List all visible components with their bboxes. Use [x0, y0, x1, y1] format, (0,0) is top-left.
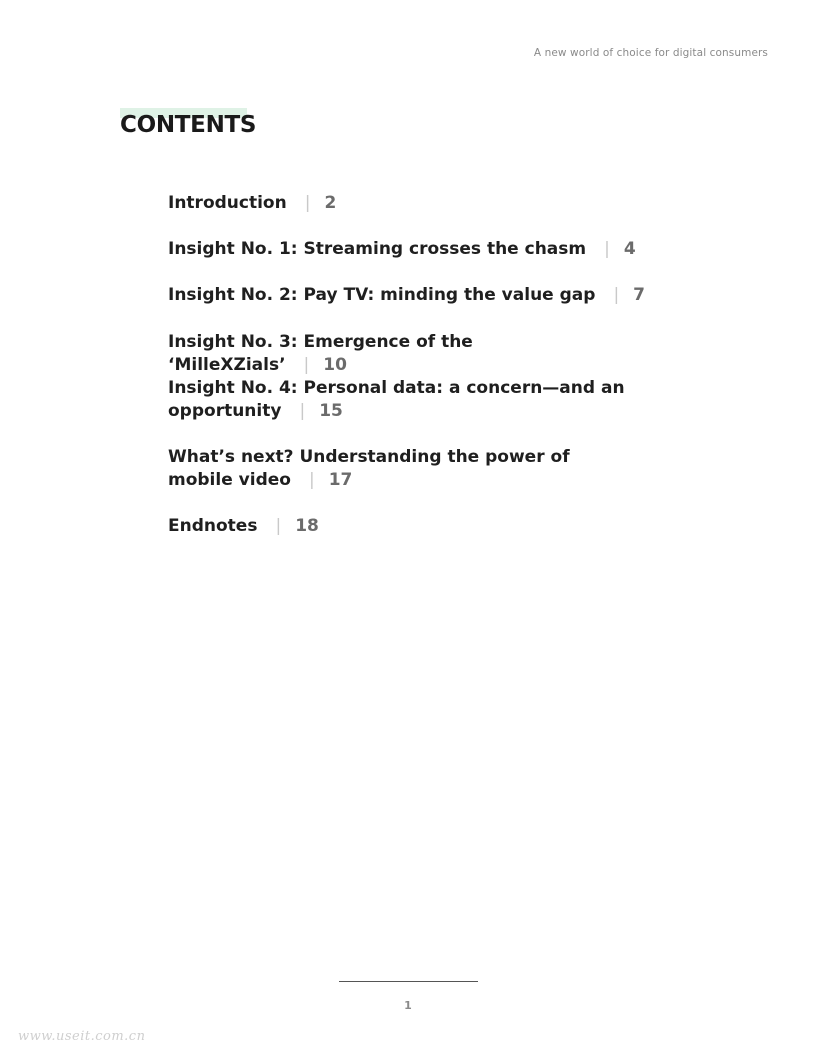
toc-separator: |	[304, 193, 311, 213]
toc-entry-title: Introduction	[168, 193, 287, 213]
toc-entry-title: Insight No. 3: Emergence of the ‘MilleXZials’	[168, 332, 473, 375]
toc-entry-title: Insight No. 4: Personal data: a concern—and an opportunity	[168, 378, 625, 421]
toc-entry-insight-4[interactable]	[168, 377, 628, 422]
toc-page-number: 15	[319, 400, 343, 421]
footer-divider	[339, 981, 478, 982]
toc-separator: |	[613, 285, 620, 305]
toc-separator: |	[303, 354, 310, 375]
toc-entry-insight-3[interactable]	[168, 331, 648, 376]
page-title: CONTENTS	[120, 112, 257, 138]
toc-separator: |	[604, 239, 610, 259]
toc-entry-title: Insight No. 1: Streaming crosses the chasm	[168, 239, 587, 259]
toc-entry-endnotes[interactable]	[168, 515, 648, 538]
toc-page-number: 7	[633, 285, 646, 305]
toc-page-number: 17	[328, 469, 353, 490]
toc-page-number: 10	[323, 354, 347, 375]
toc-entry-insight-2[interactable]	[168, 284, 648, 307]
toc-separator: |	[299, 400, 306, 421]
toc-entry-title: Endnotes	[168, 516, 258, 536]
toc-page-number: 2	[324, 193, 337, 213]
watermark: www.useit.com.cn	[18, 1029, 146, 1044]
toc-entry-insight-1[interactable]	[168, 238, 648, 261]
page-number: 1	[404, 999, 412, 1012]
toc-separator: |	[275, 516, 282, 536]
toc-entry-introduction[interactable]	[168, 192, 648, 215]
toc-entry-whats-next[interactable]	[168, 446, 638, 491]
running-header: A new world of choice for digital consumers	[533, 47, 768, 59]
toc-page-number: 4	[623, 239, 636, 259]
toc-entry-title: What’s next? Understanding the power of mobile video	[168, 447, 570, 490]
contents-heading-block	[120, 108, 256, 142]
toc-separator: |	[308, 469, 315, 490]
toc-entry-title: Insight No. 2: Pay TV: minding the value gap	[168, 285, 596, 305]
toc-page-number: 18	[295, 516, 319, 536]
